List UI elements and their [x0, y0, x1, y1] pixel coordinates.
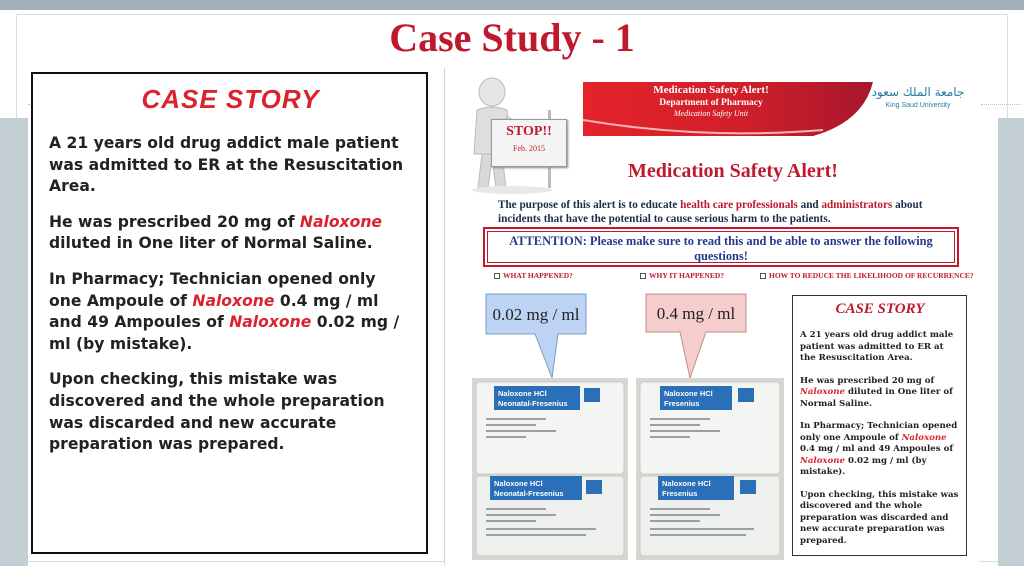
right-decor-bar: [998, 118, 1024, 566]
text-run: 0.02 mg / ml (by mistake).: [800, 455, 927, 477]
product-label: Naloxone HCl: [494, 479, 543, 488]
product-label: Fresenius: [664, 399, 700, 408]
text-run: The purpose of this alert is to educate: [498, 199, 681, 211]
drug-name: Naloxone: [299, 212, 383, 231]
product-label: Neonatal-Fresenius: [494, 489, 564, 498]
story-paragraph-2: [49, 212, 412, 255]
text-run: diluted in One liter of Normal Saline.: [800, 387, 953, 409]
text-run: 0.02 mg / ml (by mistake).: [49, 313, 400, 353]
drug-name: Naloxone: [800, 455, 845, 466]
attention-box: ATTENTION: Please make sure to read this and be able to answer the following questions!: [483, 227, 959, 267]
alert-purpose: [498, 198, 958, 226]
question-label: WHAT HAPPENED?: [503, 271, 573, 280]
callout-left-label: 0.02 mg / ml: [492, 305, 580, 324]
ksu-logo: [868, 84, 968, 132]
banner-department: Department of Pharmacy: [659, 98, 763, 108]
question-label: WHY IT HAPPENED?: [649, 271, 725, 280]
product-label: Naloxone HCl: [664, 389, 713, 398]
mini-case-story-box: [792, 295, 967, 556]
stop-date: Feb. 2015: [513, 144, 545, 153]
drug-name: Naloxone: [229, 313, 312, 332]
checkbox-icon: [494, 273, 500, 279]
stop-label: STOP!!: [506, 124, 552, 139]
text-run: 0.4 mg / ml and 49 Ampoules of: [49, 291, 379, 332]
decor-dotted-line-right: [981, 104, 1021, 105]
product-label: Fresenius: [662, 489, 698, 498]
question-label: HOW TO REDUCE THE LIKELIHOOD OF RECURRENCE?: [769, 271, 974, 280]
product-label: Neonatal-Fresenius: [498, 399, 568, 408]
highlight: administrators: [821, 199, 893, 211]
mini-story-paragraph-2: [800, 376, 960, 411]
mini-story-paragraph-1: A 21 years old drug addict male patient was admitted to ER at the Resuscitation Area.: [800, 330, 954, 363]
logo-english-text: King Saud University: [885, 102, 951, 109]
drug-name: Naloxone: [901, 432, 947, 443]
mini-case-story-title: CASE STORY: [835, 301, 925, 317]
text-run: and: [797, 199, 822, 211]
question-why-happened: [640, 271, 724, 280]
story-paragraph-4: Upon checking, this mistake was discovered and the whole preparation was discarded and new accurate preparation was prepared.: [49, 370, 385, 454]
text-run: In Pharmacy; Technician opened only one Ampoule of: [49, 269, 376, 310]
product-label: Naloxone HCl: [498, 389, 547, 398]
checkbox-icon: [640, 273, 646, 279]
question-what-happened: [494, 271, 573, 280]
mini-story-paragraph-3: [800, 421, 960, 479]
case-story-panel: [31, 72, 428, 554]
text-run: In Pharmacy; Technician opened only one Ampoule of: [800, 421, 958, 443]
highlight: health care professionals: [680, 199, 798, 211]
story-paragraph-1: A 21 years old drug addict male patient was admitted to ER at the Resuscitation Area.: [49, 134, 404, 196]
neonatal-ampoule-box-photo: [472, 378, 628, 560]
product-label: Naloxone HCl: [662, 479, 711, 488]
alert-heading: Medication Safety Alert!: [628, 160, 838, 182]
story-paragraph-3: [49, 269, 412, 355]
mini-story-paragraph-4: Upon checking, this mistake was discovered and the whole preparation was discarded and new accurate preparation was prepared.: [800, 489, 959, 546]
bottom-decor-strip: [0, 0, 1024, 10]
callout-right-label: 0.4 mg / ml: [656, 304, 736, 323]
case-story-title: CASE STORY: [141, 84, 320, 114]
checkbox-icon: [760, 273, 766, 279]
text-run: He was prescribed 20 mg of: [800, 375, 935, 386]
text-run: about incidents that have the potential to cause serious harm to the patients.: [498, 199, 923, 225]
adult-ampoule-box-photo: [636, 378, 784, 560]
stop-sign-card: [491, 119, 567, 167]
text-run: He was prescribed 20 mg of: [49, 212, 300, 231]
text-run: 0.4 mg / ml and 49 Ampoules of: [800, 444, 954, 454]
drug-name: Naloxone: [192, 291, 275, 310]
logo-arabic-text: جامعة الملك سعود: [871, 85, 965, 99]
left-decor-bar: [0, 118, 28, 566]
banner-text: [606, 84, 816, 119]
drug-name: Naloxone: [800, 387, 845, 397]
banner-unit: Medication Safety Unit: [673, 109, 749, 118]
banner-title: Medication Safety Alert!: [653, 84, 769, 96]
slide-title: Case Study - 1: [389, 15, 635, 60]
question-how-reduce: [760, 271, 974, 280]
text-run: diluted in One liter of Normal Saline.: [49, 234, 373, 253]
